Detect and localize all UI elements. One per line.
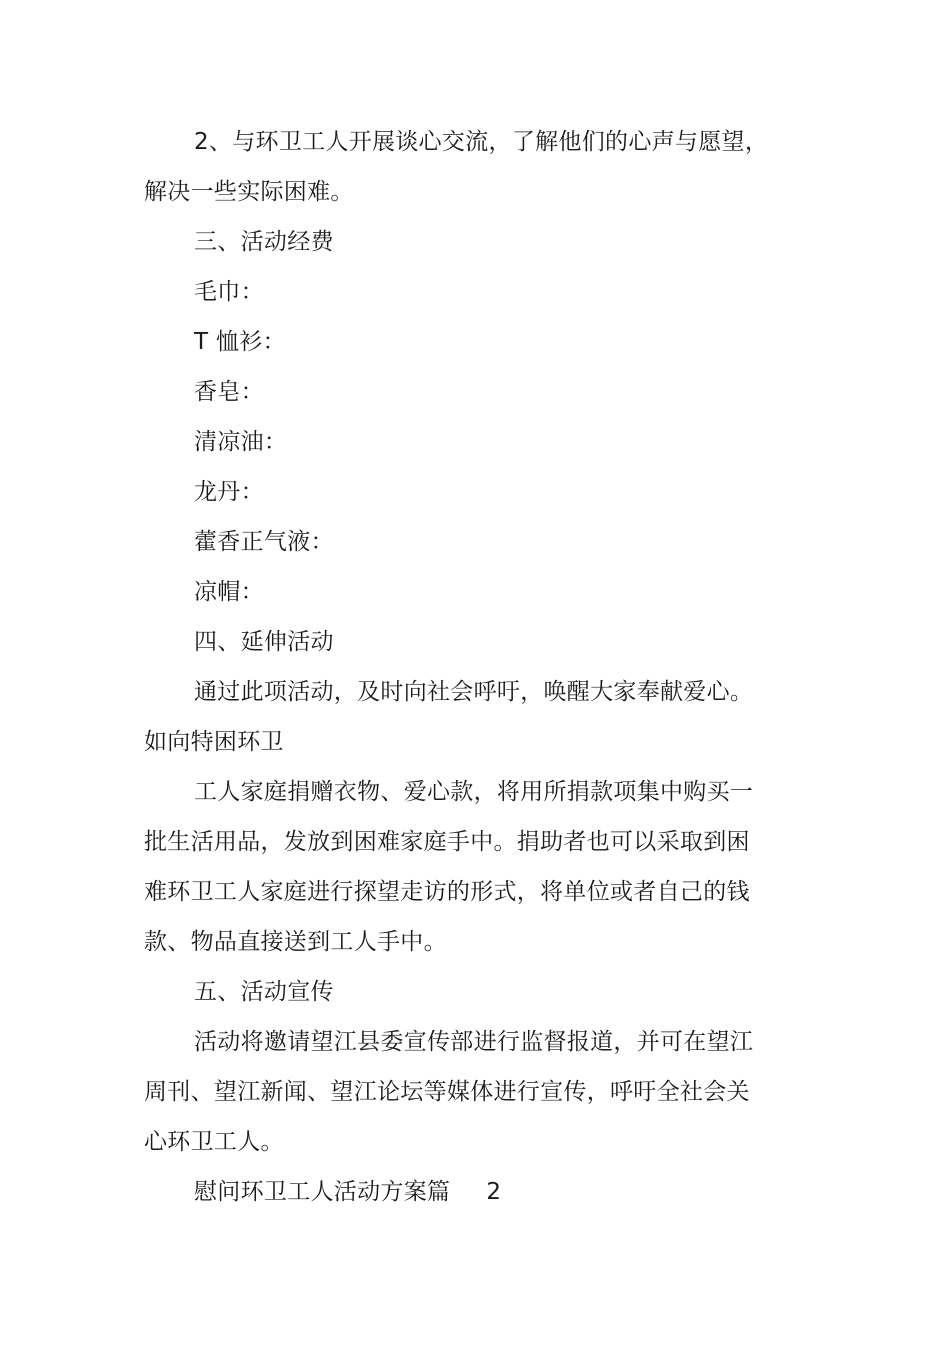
paragraph-line: 工人家庭捐赠衣物、爱心款，将用所捐款项集中购买一 xyxy=(194,779,754,805)
paragraph-line: 2、与环卫工人开展谈心交流，了解他们的心声与愿望， xyxy=(194,129,769,155)
funding-item: 清凉油： xyxy=(194,429,288,455)
paragraph-line: 解决一些实际困难。 xyxy=(144,179,354,205)
funding-item: 龙丹： xyxy=(194,479,264,505)
next-title-text: 慰问环卫工人活动方案篇 xyxy=(194,1179,451,1205)
next-title-number: 2 xyxy=(486,1179,502,1205)
paragraph-line: 周刊、望江新闻、望江论坛等媒体进行宣传，呼吁全社会关 xyxy=(144,1079,750,1105)
section-heading-funding: 三、活动经费 xyxy=(194,229,334,255)
paragraph-line: 心环卫工人。 xyxy=(144,1129,284,1155)
funding-item: 毛巾： xyxy=(194,279,264,305)
funding-item: 香皂： xyxy=(194,379,264,405)
paragraph-line: 款、物品直接送到工人手中。 xyxy=(144,929,447,955)
section-heading-extension: 四、延伸活动 xyxy=(194,629,334,655)
paragraph-appeal xyxy=(144,667,753,767)
paragraph-line: 活动将邀请望江县委宣传部进行监督报道，并可在望江 xyxy=(194,1029,754,1055)
funding-item: 凉帽： xyxy=(194,579,264,605)
paragraph-line: 如向特困环卫 xyxy=(144,729,284,755)
funding-item: T 恤衫： xyxy=(194,329,286,355)
funding-item: 藿香正气液： xyxy=(194,529,334,555)
paragraph-publicity xyxy=(144,1017,753,1167)
paragraph-line: 难环卫工人家庭进行探望走访的形式，将单位或者自己的钱 xyxy=(144,879,750,905)
next-section-title xyxy=(194,1167,501,1217)
paragraph-line: 批生活用品，发放到困难家庭手中。捐助者也可以采取到困 xyxy=(144,829,750,855)
section-heading-publicity: 五、活动宣传 xyxy=(194,979,334,1005)
paragraph-line: 通过此项活动，及时向社会呼吁，唤醒大家奉献爱心。 xyxy=(194,679,754,705)
paragraph-heart-talk xyxy=(144,117,768,217)
paragraph-donation xyxy=(144,767,753,967)
